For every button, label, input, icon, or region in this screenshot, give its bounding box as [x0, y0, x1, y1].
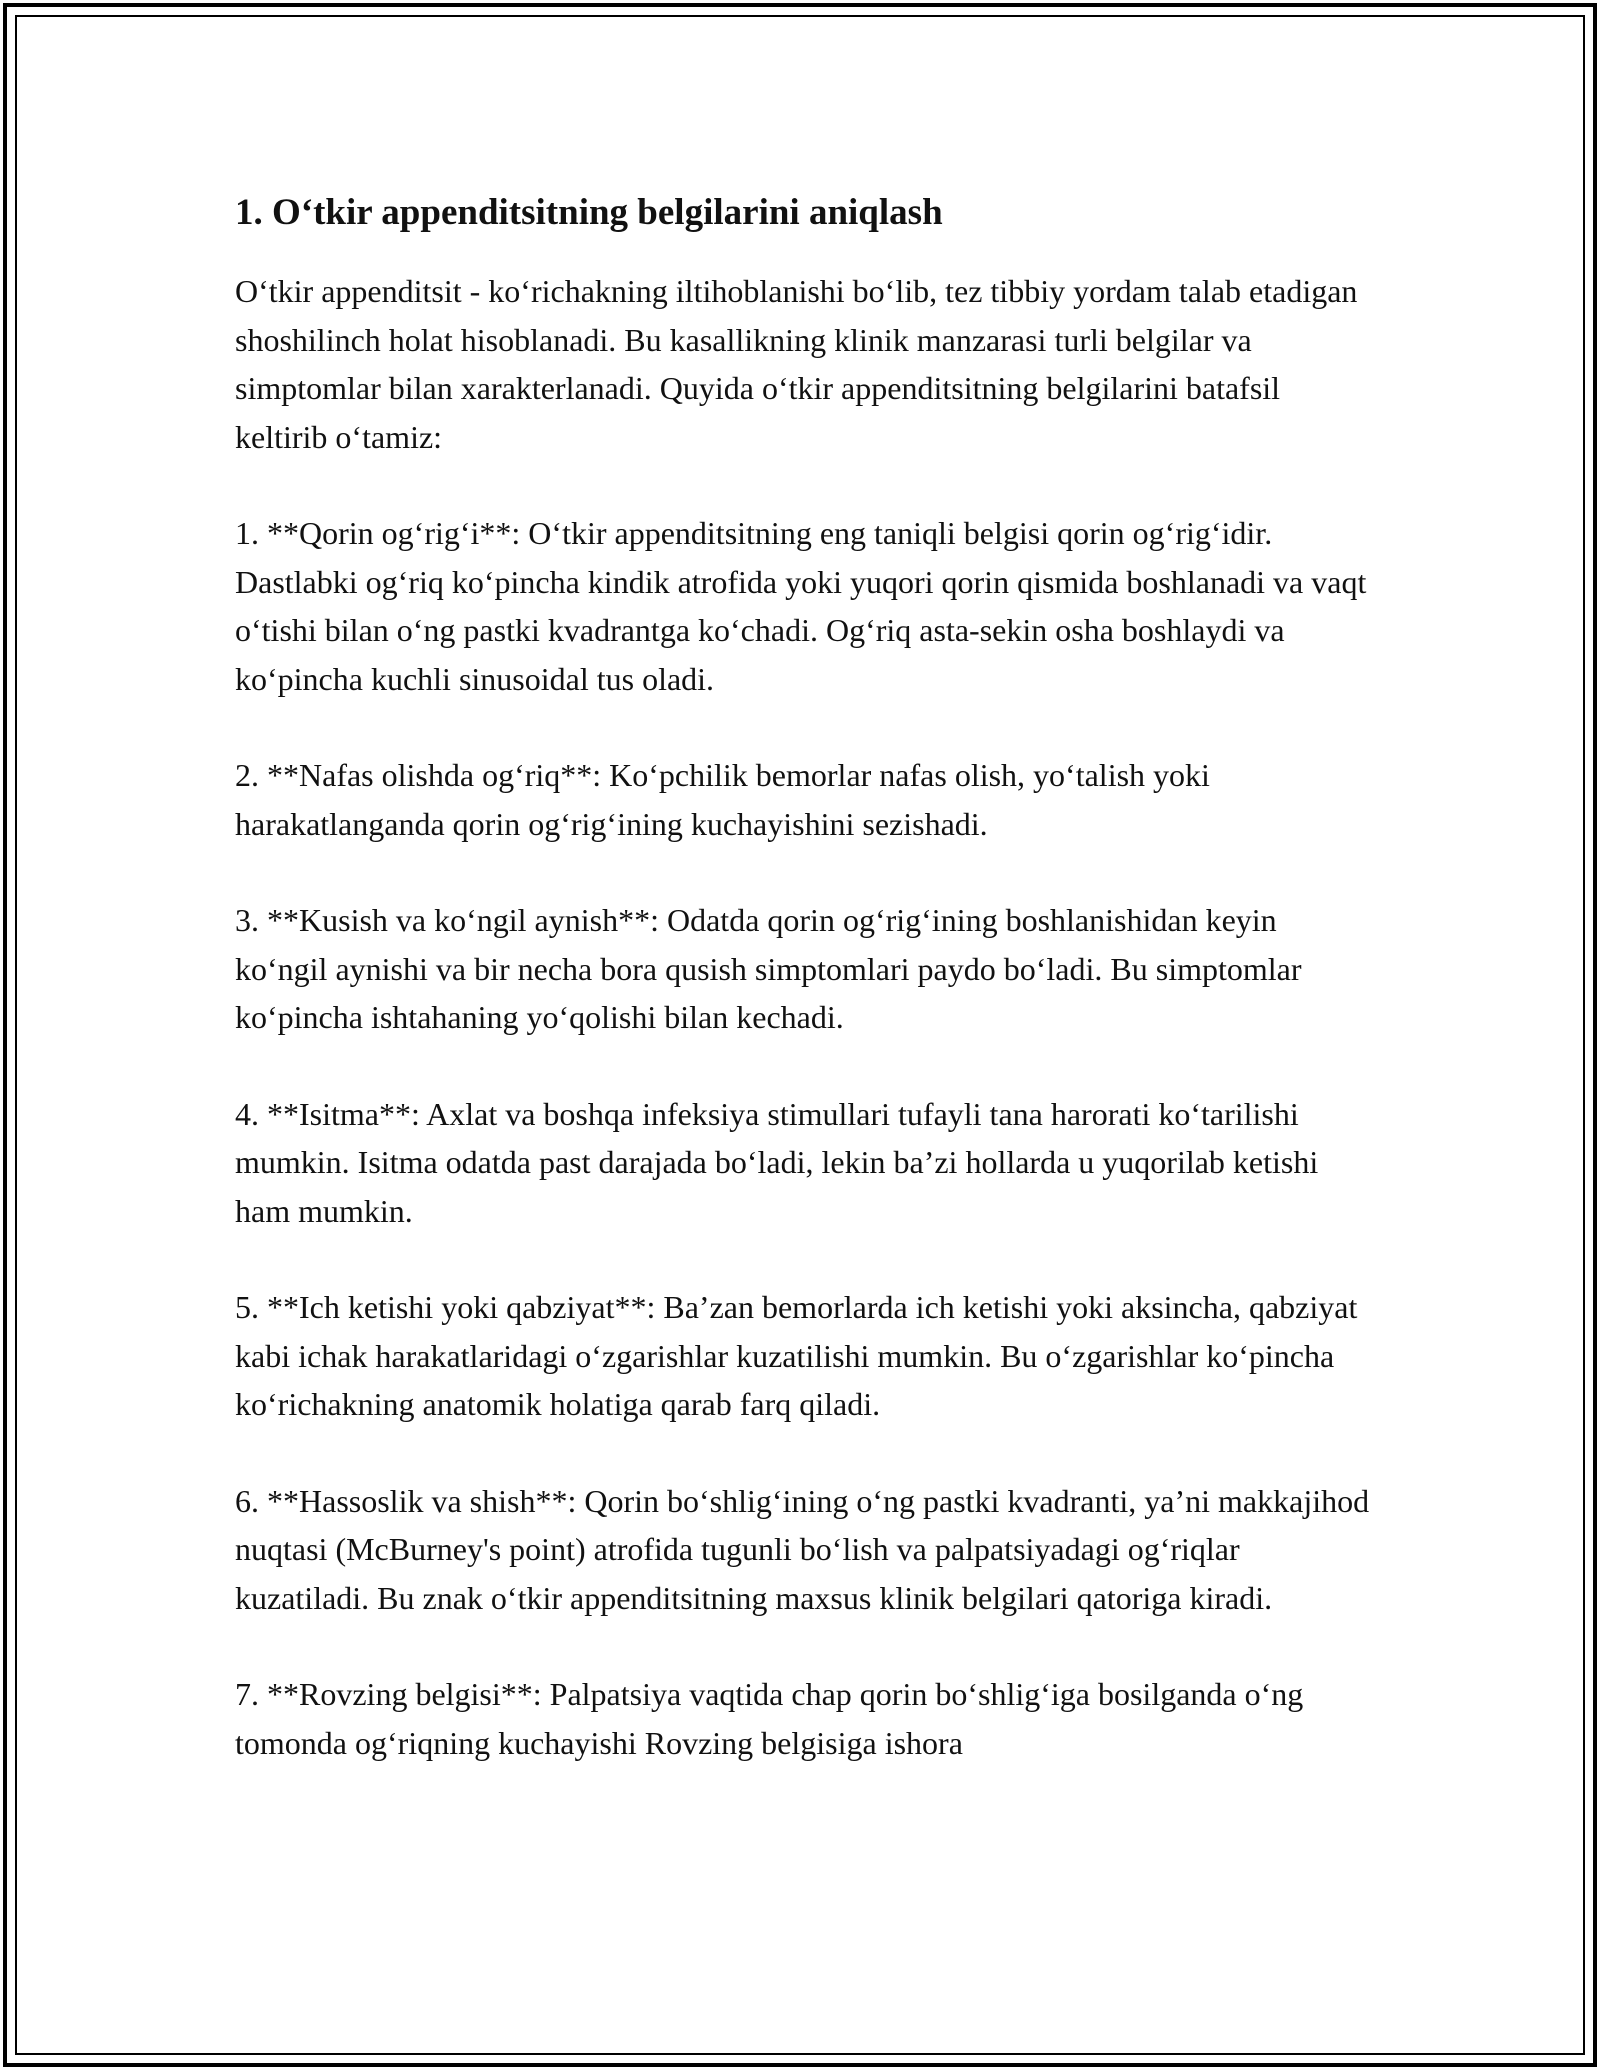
symptom-paragraph-2: 2. **Nafas olishda og‘riq**: Ko‘pchilik bemorlar nafas olish, yo‘talish yoki harakatlanganda qorin og‘rig‘ining kuchayishini sezishadi. — [235, 757, 1210, 842]
symptom-paragraph-6: 6. **Hassoslik va shish**: Qorin bo‘shlig‘ining o‘ng pastki kvadranti, ya’ni makkajihod nuqtasi (McBurney's point) atrofida tugunli bo‘lish va palpatsiyadagi og‘riqlar kuzatiladi. Bu znak o‘tkir appenditsitning maxsus klinik belgilari qatoriga kiradi. — [235, 1482, 1370, 1616]
intro-paragraph: O‘tkir appenditsit - ko‘richakning iltihoblanishi bo‘lib, tez tibbiy yordam talab etadigan shoshilinch holat hisoblanadi. Bu kasallikning klinik manzarasi turli belgilar va simptomlar bilan xarakterlanadi. Quyida o‘tkir appenditsitning belgilarini batafsil keltirib o‘tamiz: — [235, 273, 1358, 455]
symptom-paragraph-5: 5. **Ich ketishi yoki qabziyat**: Ba’zan bemorlarda ich ketishi yoki aksincha, qabziyat kabi ichak harakatlaridagi o‘zgarishlar kuzatilishi mumkin. Bu o‘zgarishlar ko‘pincha ko‘richakning anatomik holatiga qarab farq qiladi. — [235, 1289, 1358, 1422]
symptom-paragraph-7: 7. **Rovzing belgisi**: Palpatsiya vaqtida chap qorin bo‘shlig‘iga bosilganda o‘ng tomonda og‘riqning kuchayishi Rovzing belgisiga ishora — [235, 1676, 1304, 1761]
document-title: 1. O‘tkir appenditsitning belgilarini aniqlash — [235, 192, 943, 233]
document-body — [235, 185, 1375, 1815]
symptom-paragraph-3: 3. **Kusish va ko‘ngil aynish**: Odatda qorin og‘rig‘ining boshlanishidan keyin ko‘ngil aynishi va bir necha bora qusish simptomlari paydo bo‘ladi. Bu simptomlar ko‘pincha ishtahaning yo‘qolishi bilan kechadi. — [235, 902, 1302, 1035]
symptom-paragraph-1: 1. **Qorin og‘rig‘i**: O‘tkir appenditsitning eng taniqli belgisi qorin og‘rig‘idir. Dastlabki og‘riq ko‘pincha kindik atrofida yoki yuqori qorin qismida boshlanadi va vaqt o‘tishi bilan o‘ng pastki kvadrantga ko‘chadi. Og‘riq asta-sekin osha boshlaydi va ko‘pincha kuchli sinusoidal tus oladi. — [235, 515, 1367, 697]
symptom-paragraph-4: 4. **Isitma**: Axlat va boshqa infeksiya stimullari tufayli tana harorati ko‘tarilishi mumkin. Isitma odatda past darajada bo‘ladi, lekin ba’zi hollarda u yuqorilab ketishi ham mumkin. — [235, 1095, 1319, 1229]
